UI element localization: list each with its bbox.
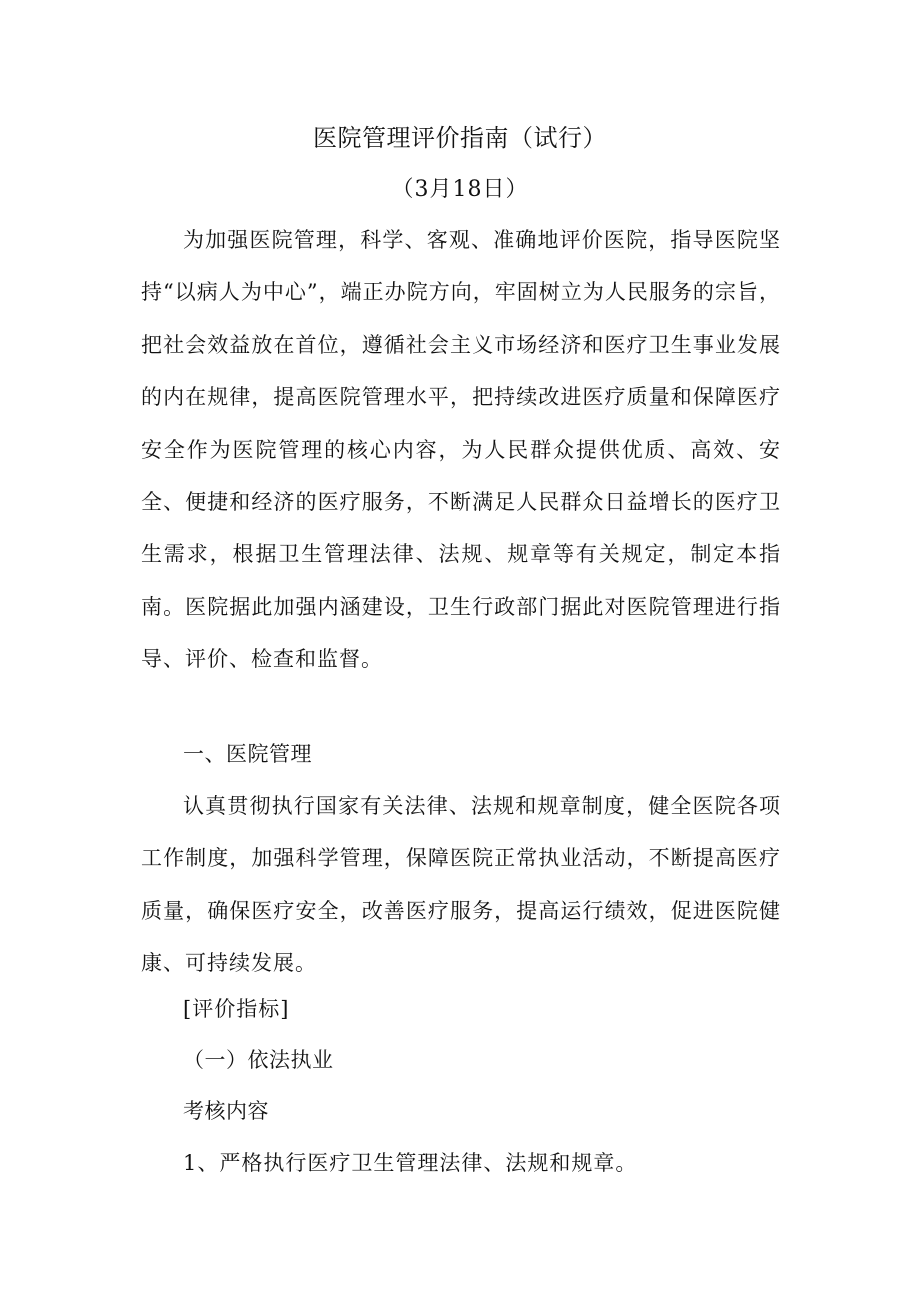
evaluation-indicator-label: [评价指标]: [183, 997, 290, 1021]
subsection-heading-lawful-practice: （一）依法执业: [183, 1048, 334, 1072]
section-paragraph: 认真贯彻执行国家有关法律、法规和规章制度，健全医院各项工作制度，加强科学管理，保障医院正常执业活动，不断提高医疗质量，确保医疗安全，改善医疗服务，提高运行绩效，促进医院健康、可持续发展。: [141, 794, 781, 976]
document-title: 医院管理评价指南（试行）: [313, 124, 607, 152]
section-heading-hospital-management: 一、医院管理: [183, 742, 312, 766]
assessment-content-label: 考核内容: [183, 1099, 269, 1123]
intro-paragraph: 为加强医院管理，科学、客观、准确地评价医院，指导医院坚持“以病人为中心”，端正办院方向，牢固树立为人民服务的宗旨，把社会效益放在首位，遵循社会主义市场经济和医疗卫生事业发展的内在规律，提高医院管理水平，把持续改进医疗质量和保障医疗安全作为医院管理的核心内容，为人民群众提供优质、高效、安全、便捷和经济的医疗服务，不断满足人民群众日益增长的医疗卫生需求，根据卫生管理法律、法规、规章等有关规定，制定本指南。医院据此加强内涵建设，卫生行政部门据此对医院管理进行指导、评价、检查和监督。: [141, 228, 781, 672]
list-item: 1、严格执行医疗卫生管理法律、法规和规章。: [183, 1151, 638, 1175]
document-date: （3月18日）: [391, 177, 529, 202]
